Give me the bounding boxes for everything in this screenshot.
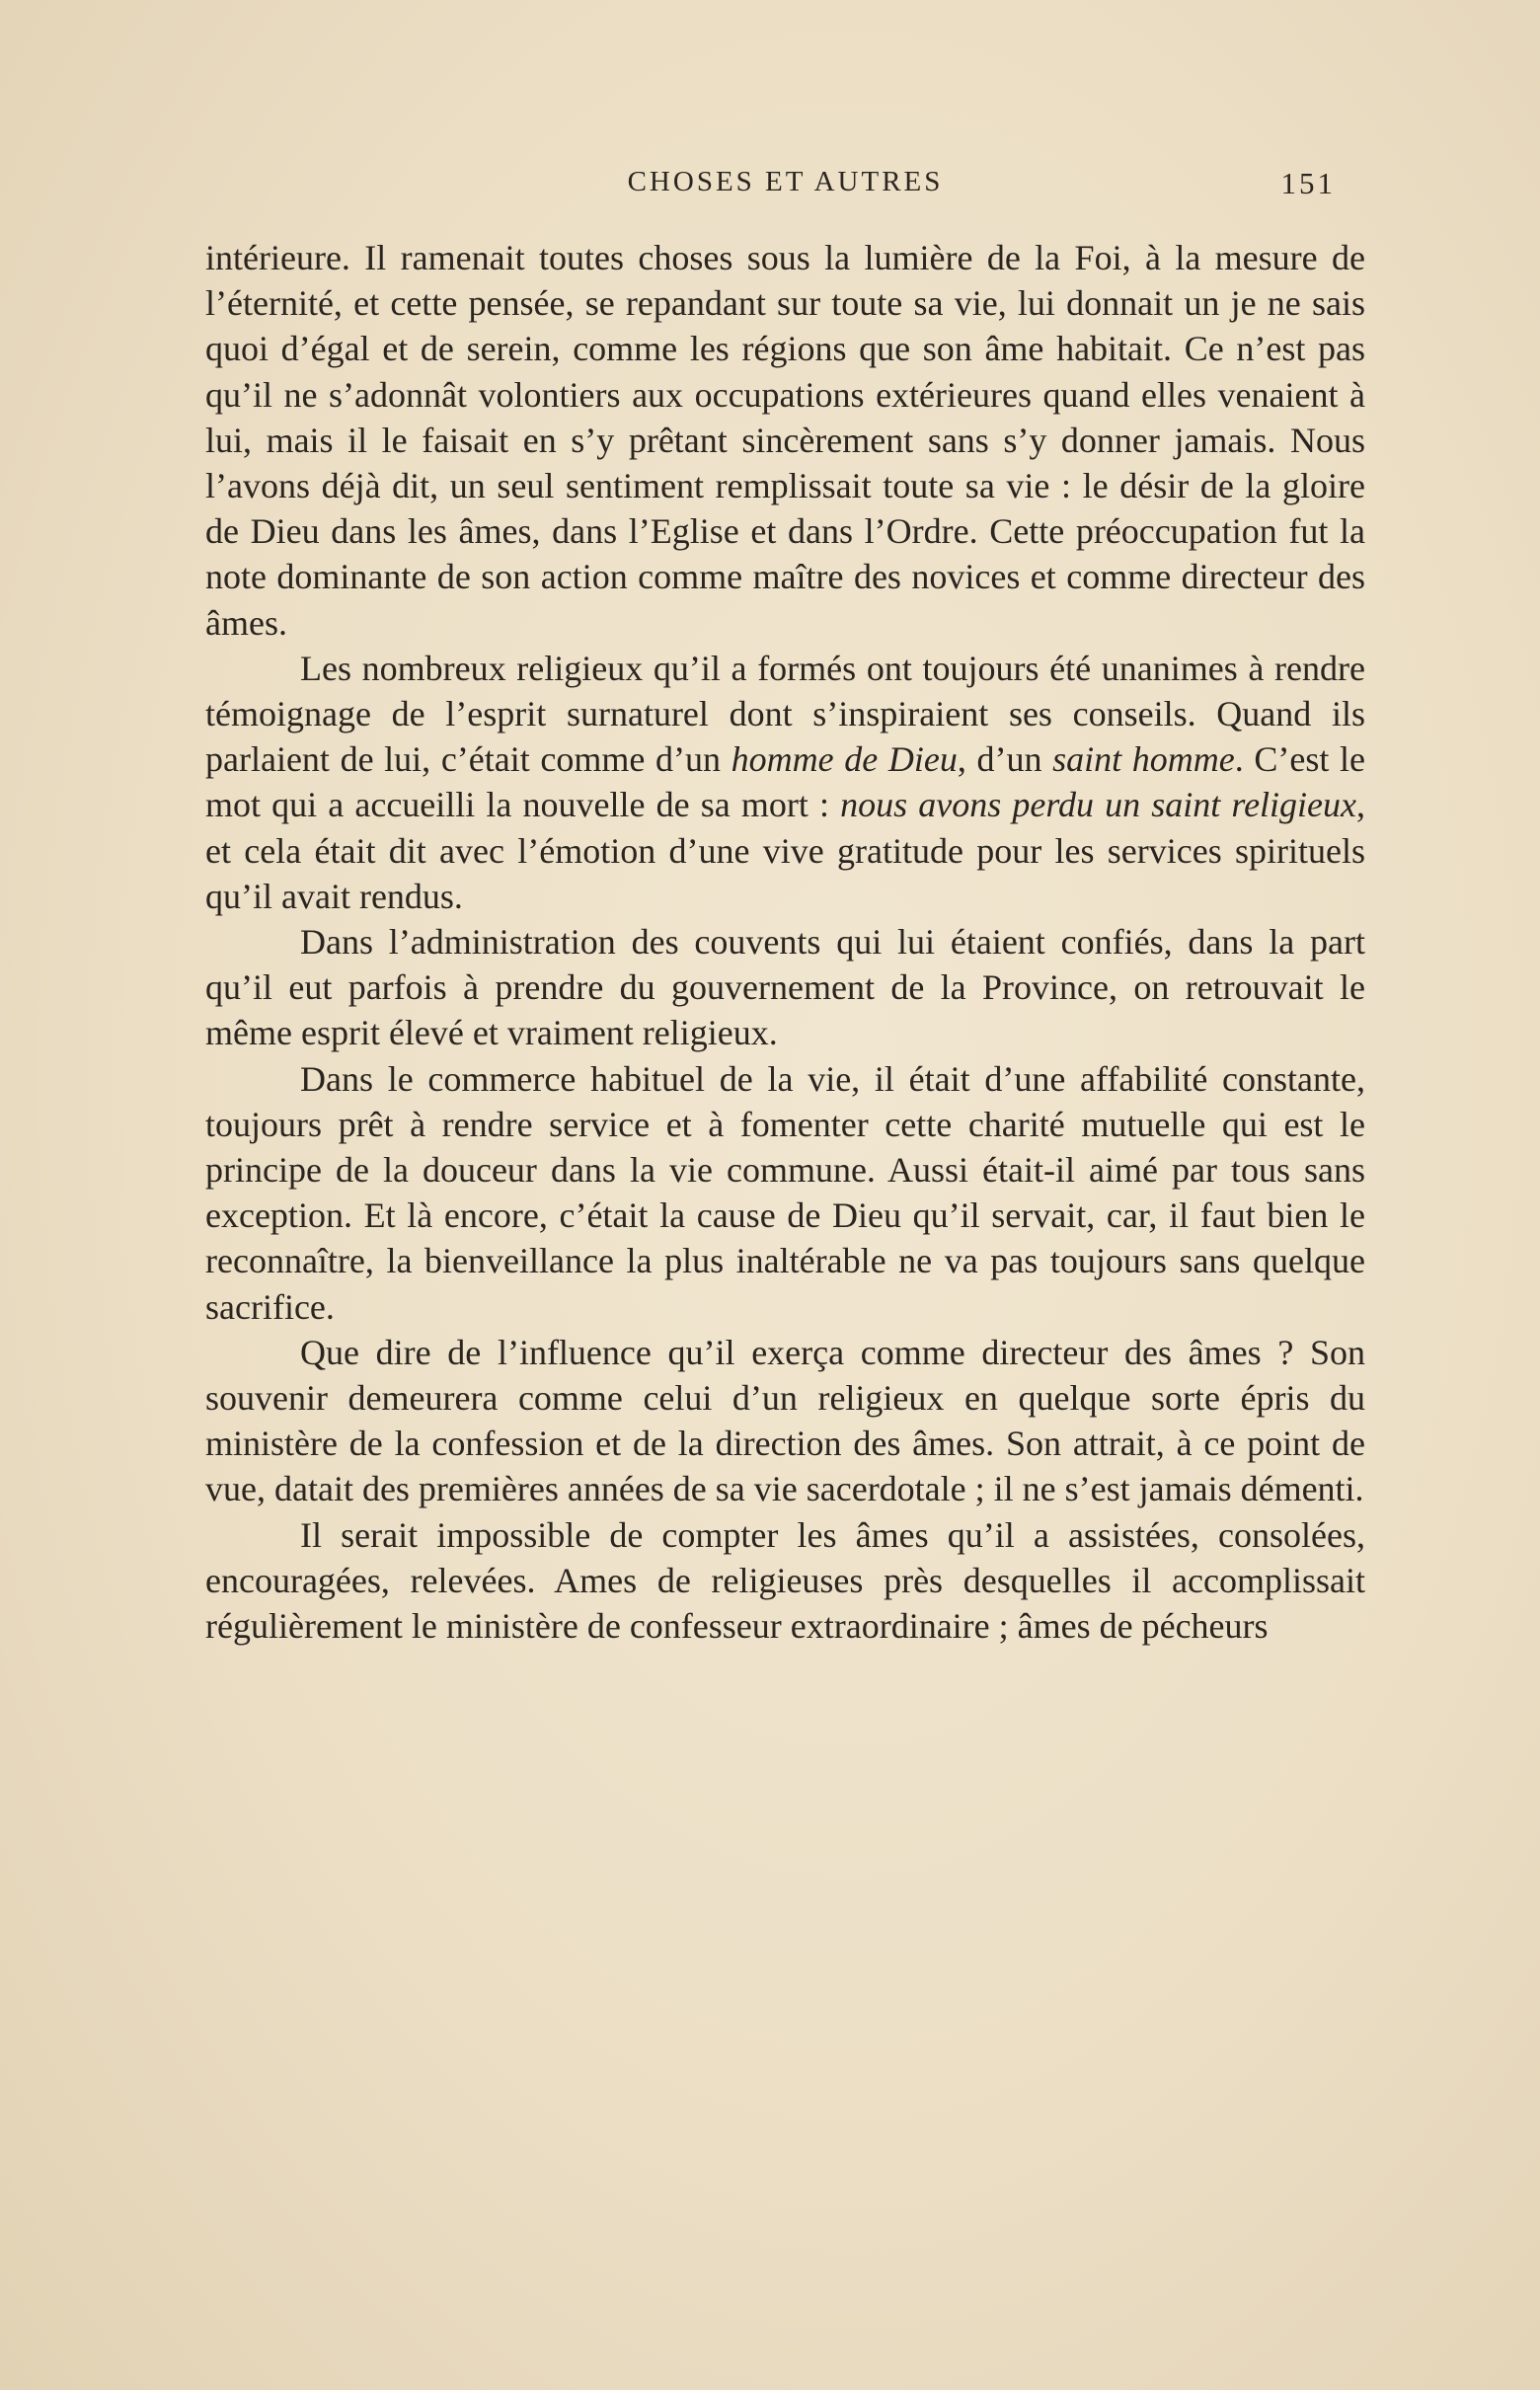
- body-text: [205, 235, 1365, 1649]
- page-header: [205, 166, 1365, 215]
- italic-saint-religieux: nous avons perdu un saint religieux: [840, 785, 1357, 825]
- running-head: CHOSES ET AUTRES: [627, 166, 944, 197]
- paragraph-1: intérieure. Il ramenait toutes choses sous la lumière de la Foi, à la mesure de l’éternité, et cette pensée, se repandant sur toute sa vie, lui donnait un je ne sais quoi d’égal et de serein, comme les régions que son âme habitait. Ce n’est pas qu’il ne s’adonnât volontiers aux occupations extérieures quand elles venaient à lui, mais il le faisait en s’y prêtant sincèrement sans s’y donner jamais. Nous l’avons déjà dit, un seul sentiment remplissait toute sa vie : le désir de la gloire de Dieu dans les âmes, dans l’Eglise et dans l’Ordre. Cette préoccupation fut la note dominante de son action comme maître des novices et comme directeur des âmes.: [205, 238, 1365, 643]
- paragraph-5: Que dire de l’influence qu’il exerça comme directeur des âmes ? Son souvenir demeurera comme celui d’un religieux en quelque sorte épris du ministère de la confession et de la direction des âmes. Son attrait, à ce point de vue, datait des premières années de sa vie sacerdotale ; il ne s’est jamais démenti.: [205, 1332, 1365, 1509]
- paragraph-2-text-4: , et cela était dit avec l’émotion d’une vive gratitude pour les services spirituels qu’il avait rendus.: [205, 785, 1366, 916]
- paragraph-3: Dans l’administration des couvents qui lui étaient confiés, dans la part qu’il eut parfois à prendre du gouvernement de la Province, on retrouvait le même esprit élevé et vraiment religieux.: [205, 922, 1365, 1053]
- paragraph-2-text-3: . C’est le mot qui a accueilli la nouvelle de sa mort :: [205, 739, 1365, 825]
- paragraph-2: [205, 646, 1365, 919]
- italic-saint-homme: saint homme: [1052, 739, 1235, 780]
- paragraph-2-text-1: Les nombreux religieux qu’il a formés ont toujours été unanimes à rendre témoignage de l’esprit surnaturel dont s’inspiraient ses conseils. Quand ils parlaient de lui, c’était comme d’un: [205, 648, 1365, 780]
- paragraph-6: Il serait impossible de compter les âmes qu’il a assistées, consolées, encouragées, relevées. Ames de religieuses près desquelles il accomplissait régulièrement le ministère de confesseur extraordinaire ; âmes de pécheurs: [205, 1514, 1365, 1647]
- page-number: 151: [1280, 166, 1336, 200]
- italic-homme-de-dieu: homme de Dieu: [731, 739, 958, 780]
- paragraph-4: Dans le commerce habituel de la vie, il était d’une affabilité constante, toujours prêt à rendre service et à fomenter cette charité mutuelle qui est le principe de la douceur dans la vie commune. Aussi était-il aimé par tous sans exception. Et là encore, c’était la cause de Dieu qu’il servait, car, il faut bien le reconnaître, la bienveillance la plus inaltérable ne va pas toujours sans quelque sacrifice.: [205, 1058, 1365, 1327]
- paragraph-2-text-2: , d’un: [957, 739, 1053, 780]
